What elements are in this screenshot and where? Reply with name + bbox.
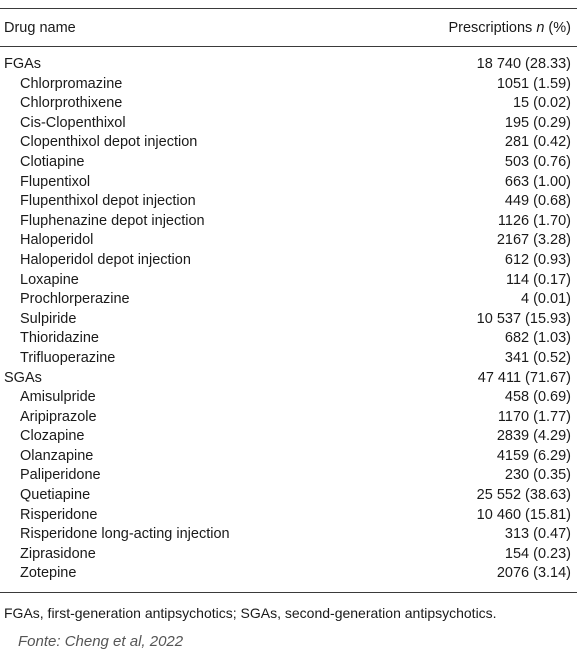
table-row — [0, 466, 577, 486]
drug-name: Paliperidone — [20, 467, 101, 484]
header-drug-name: Drug name — [4, 20, 76, 36]
prescription-count: 663 (1.00) — [504, 173, 571, 190]
drug-name: Fluphenazine depot injection — [20, 212, 205, 229]
prescription-count: 1126 (1.70) — [497, 212, 571, 229]
table-row — [0, 94, 577, 114]
table-row — [0, 545, 577, 565]
table-top-rule — [0, 8, 577, 9]
drug-name: Quetiapine — [20, 487, 91, 504]
drug-name: Aripiprazole — [20, 408, 97, 425]
table-row — [0, 427, 577, 447]
prescription-count: 4 (0.01) — [521, 291, 571, 308]
table-row — [0, 486, 577, 506]
prescription-count: 503 (0.76) — [504, 153, 571, 170]
drug-name: Prochlorperazine — [20, 291, 130, 308]
table-row — [0, 349, 577, 369]
drug-name: Risperidone long-acting injection — [20, 526, 230, 543]
prescription-count: 1051 (1.59) — [496, 75, 571, 92]
drug-name: Zotepine — [20, 565, 77, 582]
header-prescriptions-suffix: (%) — [544, 20, 571, 36]
prescription-count: 10 537 (15.93) — [476, 310, 571, 327]
prescription-count: 230 (0.35) — [504, 467, 571, 484]
table-bottom-rule — [0, 592, 577, 593]
table-row — [0, 564, 577, 584]
table-row — [0, 525, 577, 545]
header-prescriptions — [448, 18, 571, 38]
prescription-count: 458 (0.69) — [504, 389, 571, 406]
drug-name: Clotiapine — [20, 153, 85, 170]
table-row — [0, 310, 577, 330]
drug-name: Haloperidol — [20, 232, 94, 249]
table-group-row — [0, 55, 577, 75]
prescription-count: 10 460 (15.81) — [476, 506, 571, 523]
prescription-count: 2839 (4.29) — [496, 428, 571, 445]
prescription-count: 2076 (3.14) — [496, 565, 571, 582]
drug-name: Chlorprothixene — [20, 95, 123, 112]
table-row — [0, 506, 577, 526]
prescription-count: 18 740 (28.33) — [476, 56, 571, 72]
group-name: FGAs — [4, 56, 42, 72]
table-row — [0, 173, 577, 193]
prescription-count: 47 411 (71.67) — [477, 369, 571, 386]
prescription-count: 449 (0.68) — [504, 193, 571, 210]
prescription-count: 682 (1.03) — [504, 330, 571, 347]
header-prescriptions-prefix: Prescriptions — [448, 20, 537, 36]
table-group-row — [0, 369, 577, 389]
prescription-count: 281 (0.42) — [504, 134, 571, 151]
prescription-count: 154 (0.23) — [504, 545, 571, 562]
drug-name: Olanzapine — [20, 447, 94, 464]
drug-name: Trifluoperazine — [20, 349, 116, 366]
drug-name: Clozapine — [20, 428, 85, 445]
table-row — [0, 251, 577, 271]
prescription-count: 15 (0.02) — [512, 95, 571, 112]
table-row — [0, 271, 577, 291]
prescription-count: 25 552 (38.63) — [476, 487, 571, 504]
group-name: SGAs — [4, 369, 42, 386]
drug-name: Loxapine — [20, 271, 79, 288]
prescription-count: 1170 (1.77) — [497, 408, 571, 425]
prescription-count: 114 (0.17) — [505, 271, 571, 288]
prescription-count: 195 (0.29) — [504, 114, 571, 131]
table-row — [0, 114, 577, 134]
table-footnote: FGAs, first-generation antipsychotics; SGAs, second-generation antipsychotics. — [4, 605, 497, 621]
table-row — [0, 290, 577, 310]
prescription-count: 612 (0.93) — [504, 251, 571, 268]
drug-name: Haloperidol depot injection — [20, 251, 191, 268]
drug-name: Flupenthixol depot injection — [20, 193, 196, 210]
drug-name: Flupentixol — [20, 173, 91, 190]
table-row — [0, 75, 577, 95]
table-row — [0, 133, 577, 153]
table-row — [0, 231, 577, 251]
prescription-count: 2167 (3.28) — [496, 232, 571, 249]
drug-name: Sulpiride — [20, 310, 77, 327]
drug-name: Amisulpride — [20, 389, 96, 406]
source-citation: Fonte: Cheng et al, 2022 — [18, 633, 184, 650]
table-row — [0, 192, 577, 212]
table-row — [0, 447, 577, 467]
drug-name: Thioridazine — [20, 330, 99, 347]
table-header-rule — [0, 46, 577, 47]
prescription-count: 4159 (6.29) — [496, 447, 571, 464]
table-row — [0, 153, 577, 173]
table-row — [0, 329, 577, 349]
table-row — [0, 388, 577, 408]
drug-name: Clopenthixol depot injection — [20, 134, 198, 151]
drug-name: Chlorpromazine — [20, 75, 123, 92]
header-prescriptions-n: n — [536, 20, 545, 36]
drug-name: Risperidone — [20, 506, 98, 523]
prescription-count: 313 (0.47) — [504, 526, 571, 543]
prescription-count: 341 (0.52) — [504, 349, 571, 366]
drug-name: Cis-Clopenthixol — [20, 114, 126, 131]
table-row — [0, 408, 577, 428]
drug-name: Ziprasidone — [20, 545, 96, 562]
table-body — [0, 55, 577, 584]
table-row — [0, 212, 577, 232]
